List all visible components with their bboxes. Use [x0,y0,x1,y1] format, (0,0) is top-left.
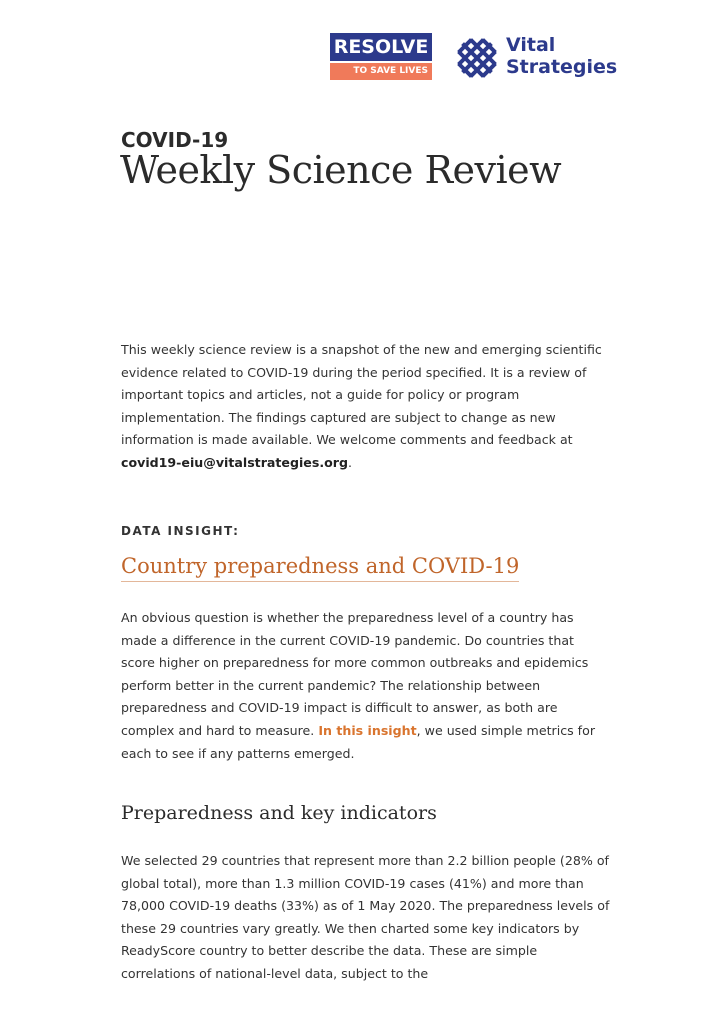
header-overline: COVID-19 [121,128,229,152]
insight-paragraph [121,607,611,765]
preparedness-heading: Preparedness and key indicators [121,802,437,824]
logo-bar [330,33,618,83]
vital-strategies-mark-icon [454,35,500,81]
resolve-logo-bottom: TO SAVE LIVES [330,63,432,80]
intro-text: This weekly science review is a snapshot of the new and emerging scientific evidence related to COVID-19 during the period specified. It is a review of important topics and articles, not a guide for policy or program implementation. The findings captured are subject to change as new information is made available. We welcome comments and feedback at [121,342,602,448]
resolve-logo [330,33,432,80]
vital-strategies-wordmark [506,34,617,78]
feedback-email-link[interactable]: covid19-eiu@vitalstrategies.org [121,454,349,470]
resolve-logo-top: RESOLVE [330,33,432,61]
insight-text-before: An obvious question is whether the preparedness level of a country has made a difference in the current COVID-19 pandemic. Do countries that score higher on preparedness for more common outbreaks and epidemics perform better in the current pandemic? The relationship between preparedness and COVID-19 impact is difficult to answer, as both are complex and hard to measure. [121,610,589,738]
preparedness-paragraph [121,850,611,990]
preparedness-text: We selected 29 countries that represent more than 2.2 billion people (28% of global total), more than 1.3 million COVID-19 cases (41%) and more than 78,000 COVID-19 deaths (33%) as of 1 May 2020. The preparedness levels of these 29 countries vary greatly. We then charted some key indicators by ReadyScore country to better describe the data. These are simple correlations of national-level data, subject to the [121,853,610,981]
insight-title: Country preparedness and COVID-19 [121,554,519,582]
page-title: Weekly Science Review [120,148,562,192]
intro-paragraph [121,339,611,475]
data-insight-label: DATA INSIGHT: [121,524,240,538]
vital-wordmark-line1: Vital [506,34,556,56]
intro-end: . [348,454,353,470]
insight-text-after: , we used simple metrics for each to see if any patterns emerged. [121,722,595,761]
vital-wordmark-line2: Strategies [506,56,618,78]
in-this-insight-link[interactable]: In this insight [318,722,417,738]
